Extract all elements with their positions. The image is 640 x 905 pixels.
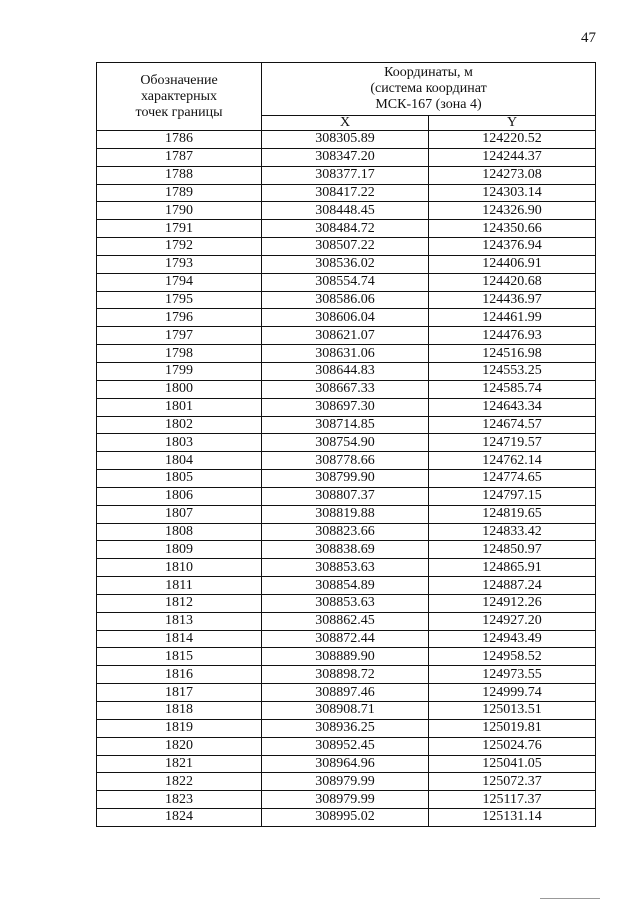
y-coordinate-cell: 124220.52: [429, 131, 596, 149]
table-row: [97, 202, 596, 220]
x-coordinate-cell: 308979.99: [262, 773, 429, 791]
table-row: [97, 773, 596, 791]
point-id-cell: 1809: [97, 541, 262, 559]
point-id-cell: 1814: [97, 630, 262, 648]
point-id-cell: 1806: [97, 487, 262, 505]
table-row: [97, 505, 596, 523]
point-id-cell: 1824: [97, 809, 262, 827]
header-x: X: [262, 116, 429, 131]
point-id-cell: 1808: [97, 523, 262, 541]
point-id-cell: 1800: [97, 380, 262, 398]
table-row: [97, 291, 596, 309]
y-coordinate-cell: 124850.97: [429, 541, 596, 559]
table-row: [97, 273, 596, 291]
point-id-cell: 1798: [97, 345, 262, 363]
point-id-cell: 1813: [97, 612, 262, 630]
y-coordinate-cell: 124326.90: [429, 202, 596, 220]
y-coordinate-cell: 125019.81: [429, 719, 596, 737]
y-coordinate-cell: 124719.57: [429, 434, 596, 452]
point-id-cell: 1817: [97, 684, 262, 702]
table-row: [97, 684, 596, 702]
y-coordinate-cell: 124999.74: [429, 684, 596, 702]
y-coordinate-cell: 124912.26: [429, 594, 596, 612]
table-row: [97, 577, 596, 595]
table-header: [97, 63, 596, 131]
x-coordinate-cell: 308819.88: [262, 505, 429, 523]
y-coordinate-cell: 124774.65: [429, 470, 596, 488]
x-coordinate-cell: 308862.45: [262, 612, 429, 630]
y-coordinate-cell: 124350.66: [429, 220, 596, 238]
x-coordinate-cell: 308889.90: [262, 648, 429, 666]
point-id-cell: 1811: [97, 577, 262, 595]
table-row: [97, 398, 596, 416]
x-coordinate-cell: 308853.63: [262, 559, 429, 577]
y-coordinate-cell: 125041.05: [429, 755, 596, 773]
point-id-cell: 1795: [97, 291, 262, 309]
y-coordinate-cell: 124643.34: [429, 398, 596, 416]
table-row: [97, 594, 596, 612]
x-coordinate-cell: 308697.30: [262, 398, 429, 416]
point-id-cell: 1788: [97, 166, 262, 184]
y-coordinate-cell: 125131.14: [429, 809, 596, 827]
y-coordinate-cell: 125024.76: [429, 737, 596, 755]
table-row: [97, 327, 596, 345]
table-row: [97, 434, 596, 452]
y-coordinate-cell: 124927.20: [429, 612, 596, 630]
table-row: [97, 184, 596, 202]
point-id-cell: 1823: [97, 791, 262, 809]
x-coordinate-cell: 308936.25: [262, 719, 429, 737]
x-coordinate-cell: 308714.85: [262, 416, 429, 434]
x-coordinate-cell: 308908.71: [262, 702, 429, 720]
table-row: [97, 220, 596, 238]
y-coordinate-cell: 124303.14: [429, 184, 596, 202]
header-coordinates: [262, 63, 596, 116]
table-row: [97, 648, 596, 666]
table-row: [97, 702, 596, 720]
x-coordinate-cell: 308854.89: [262, 577, 429, 595]
table-body: [97, 131, 596, 827]
x-coordinate-cell: 308484.72: [262, 220, 429, 238]
x-coordinate-cell: 308644.83: [262, 362, 429, 380]
table-row: [97, 666, 596, 684]
y-coordinate-cell: 124887.24: [429, 577, 596, 595]
table-row: [97, 523, 596, 541]
point-id-cell: 1791: [97, 220, 262, 238]
table-row: [97, 541, 596, 559]
y-coordinate-cell: 124420.68: [429, 273, 596, 291]
y-coordinate-cell: 124516.98: [429, 345, 596, 363]
point-id-cell: 1820: [97, 737, 262, 755]
coordinates-table: [96, 62, 596, 827]
x-coordinate-cell: 308897.46: [262, 684, 429, 702]
table-row: [97, 791, 596, 809]
table-row: [97, 255, 596, 273]
y-coordinate-cell: 124958.52: [429, 648, 596, 666]
header-y: Y: [429, 116, 596, 131]
header-coords-line-1: Координаты, м: [384, 65, 473, 80]
table-row: [97, 345, 596, 363]
table-row: [97, 380, 596, 398]
y-coordinate-cell: 125117.37: [429, 791, 596, 809]
scan-edge-line: [540, 898, 600, 899]
x-coordinate-cell: 308838.69: [262, 541, 429, 559]
table-row: [97, 612, 596, 630]
table-row: [97, 737, 596, 755]
y-coordinate-cell: 125013.51: [429, 702, 596, 720]
x-coordinate-cell: 308898.72: [262, 666, 429, 684]
table-row: [97, 131, 596, 149]
y-coordinate-cell: 124797.15: [429, 487, 596, 505]
point-id-cell: 1793: [97, 255, 262, 273]
table-row: [97, 630, 596, 648]
y-coordinate-cell: 124943.49: [429, 630, 596, 648]
x-coordinate-cell: 308347.20: [262, 148, 429, 166]
x-coordinate-cell: 308554.74: [262, 273, 429, 291]
x-coordinate-cell: 308586.06: [262, 291, 429, 309]
point-id-cell: 1805: [97, 470, 262, 488]
table-row: [97, 362, 596, 380]
y-coordinate-cell: 124476.93: [429, 327, 596, 345]
x-coordinate-cell: 308964.96: [262, 755, 429, 773]
table-row: [97, 470, 596, 488]
point-id-cell: 1822: [97, 773, 262, 791]
point-id-cell: 1821: [97, 755, 262, 773]
y-coordinate-cell: 124833.42: [429, 523, 596, 541]
y-coordinate-cell: 124585.74: [429, 380, 596, 398]
y-coordinate-cell: 124865.91: [429, 559, 596, 577]
x-coordinate-cell: 308754.90: [262, 434, 429, 452]
y-coordinate-cell: 124461.99: [429, 309, 596, 327]
point-id-cell: 1787: [97, 148, 262, 166]
y-coordinate-cell: 124674.57: [429, 416, 596, 434]
point-id-cell: 1794: [97, 273, 262, 291]
x-coordinate-cell: 308417.22: [262, 184, 429, 202]
y-coordinate-cell: 124819.65: [429, 505, 596, 523]
table-row: [97, 166, 596, 184]
point-id-cell: 1786: [97, 131, 262, 149]
point-id-cell: 1815: [97, 648, 262, 666]
table-row: [97, 452, 596, 470]
x-coordinate-cell: 308799.90: [262, 470, 429, 488]
point-id-cell: 1819: [97, 719, 262, 737]
point-id-cell: 1816: [97, 666, 262, 684]
y-coordinate-cell: 124376.94: [429, 238, 596, 256]
point-id-cell: 1810: [97, 559, 262, 577]
point-id-cell: 1799: [97, 362, 262, 380]
table-row: [97, 238, 596, 256]
x-coordinate-cell: 308952.45: [262, 737, 429, 755]
table-row: [97, 809, 596, 827]
y-coordinate-cell: 124762.14: [429, 452, 596, 470]
x-coordinate-cell: 308507.22: [262, 238, 429, 256]
point-id-cell: 1790: [97, 202, 262, 220]
point-id-cell: 1807: [97, 505, 262, 523]
x-coordinate-cell: 308853.63: [262, 594, 429, 612]
x-coordinate-cell: 308606.04: [262, 309, 429, 327]
header-point-line-1: Обозначение: [140, 72, 218, 88]
point-id-cell: 1797: [97, 327, 262, 345]
x-coordinate-cell: 308823.66: [262, 523, 429, 541]
x-coordinate-cell: 308448.45: [262, 202, 429, 220]
header-point-line-3: точек границы: [135, 104, 223, 120]
header-point-designation: [97, 63, 262, 131]
y-coordinate-cell: 124553.25: [429, 362, 596, 380]
x-coordinate-cell: 308631.06: [262, 345, 429, 363]
x-coordinate-cell: 308621.07: [262, 327, 429, 345]
table-row: [97, 559, 596, 577]
page-number: 47: [581, 30, 596, 46]
table-row: [97, 755, 596, 773]
x-coordinate-cell: 308667.33: [262, 380, 429, 398]
x-coordinate-cell: 308807.37: [262, 487, 429, 505]
y-coordinate-cell: 124244.37: [429, 148, 596, 166]
point-id-cell: 1802: [97, 416, 262, 434]
x-coordinate-cell: 308872.44: [262, 630, 429, 648]
table-row: [97, 416, 596, 434]
point-id-cell: 1792: [97, 238, 262, 256]
point-id-cell: 1804: [97, 452, 262, 470]
header-coords-line-2: (система координат: [370, 81, 487, 96]
y-coordinate-cell: 124273.08: [429, 166, 596, 184]
x-coordinate-cell: 308536.02: [262, 255, 429, 273]
table-row: [97, 148, 596, 166]
x-coordinate-cell: 308995.02: [262, 809, 429, 827]
y-coordinate-cell: 124436.97: [429, 291, 596, 309]
y-coordinate-cell: 124973.55: [429, 666, 596, 684]
point-id-cell: 1818: [97, 702, 262, 720]
x-coordinate-cell: 308377.17: [262, 166, 429, 184]
table-row: [97, 487, 596, 505]
point-id-cell: 1801: [97, 398, 262, 416]
table-row: [97, 719, 596, 737]
point-id-cell: 1803: [97, 434, 262, 452]
y-coordinate-cell: 124406.91: [429, 255, 596, 273]
y-coordinate-cell: 125072.37: [429, 773, 596, 791]
x-coordinate-cell: 308979.99: [262, 791, 429, 809]
point-id-cell: 1812: [97, 594, 262, 612]
table-row: [97, 309, 596, 327]
point-id-cell: 1796: [97, 309, 262, 327]
x-coordinate-cell: 308305.89: [262, 131, 429, 149]
point-id-cell: 1789: [97, 184, 262, 202]
header-coords-line-3: МСК-167 (зона 4): [375, 97, 482, 112]
header-point-line-2: характерных: [140, 88, 218, 104]
x-coordinate-cell: 308778.66: [262, 452, 429, 470]
